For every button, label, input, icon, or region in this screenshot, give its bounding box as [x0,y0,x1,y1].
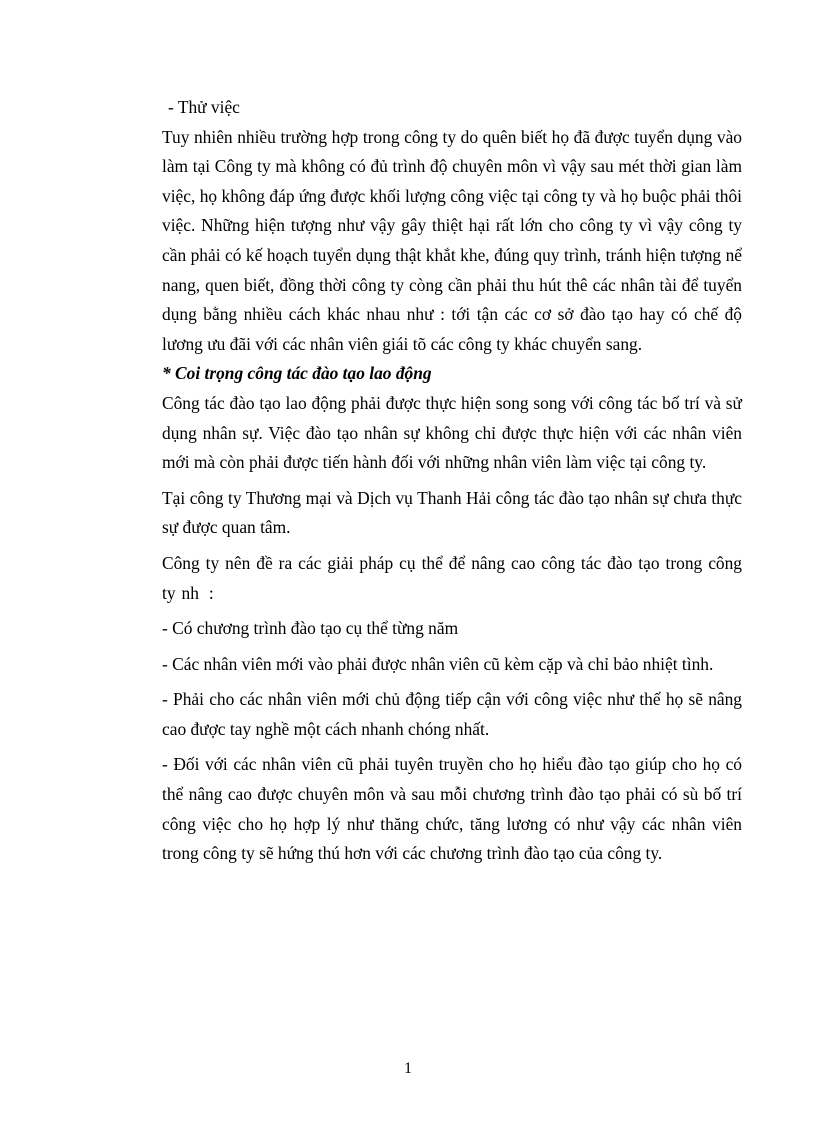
proposed-solutions-text: Công ty nên đề ra các giải pháp cụ thể để nâng cao công tác đào tạo trong công ty [162,552,742,603]
section-heading-training: * Coi trọng công tác đào tạo lao động [162,363,432,384]
document-body [162,93,742,869]
proposed-solutions-colon: : [208,582,214,603]
list-item-annual-program: - Có chương trình đào tạo cụ thể từng năm [162,618,459,639]
list-item-proactive-approach: - Phải cho các nhân viên mới chủ động tiếp cận với công việc như thế họ sẽ nâng cao được tay nghề một cách nhanh chóng nhất. [162,689,742,739]
list-item-existing-staff: - Đối với các nhân viên cũ phải tuyên truyền cho họ hiểu đào tạo giúp cho họ có thể nâng cao được chuyên môn và sau mỗi chương trình đào tạo phải có sù bố trí công việc cho họ hợp lý như thăng chức, tăng lương có như vậy các nhân viên trong công ty sẽ hứng thú hơn với các chương trình đào tạo của công ty. [162,754,742,864]
paragraph-proposed-solutions [162,549,742,608]
list-item-mentoring: - Các nhân viên mới vào phải được nhân viên cũ kèm cặp và chỉ bảo nhiệt tình. [162,653,714,674]
paragraph-recruitment-issues: Tuy nhiên nhiều trường hợp trong công ty do quên biết họ đã được tuyển dụng vào làm tại Công ty mà không có đủ trình độ chuyên môn vì vậy sau mét thời gian làm việc, họ không đáp ứng được khối lượng công việc tại công ty và họ buộc phải thôi việc. Những hiện tượng như vậy gây thiệt hại rất lớn cho công ty vì vậy công ty cần phải có kế hoạch tuyển dụng thật khắt khe, đúng quy trình, tránh hiện tượng nể nang, quen biết, đồng thời công ty còng cần phải thu hút thê các nhân tài để tuyển dụng bằng nhiều cách khác nhau như : tới tận các cơ sở đào tạo hay có chế độ lương ưu đãi với các nhân viên giái tõ các công ty khác chuyển sang. [162,126,742,354]
paragraph-training-parallel: Công tác đào tạo lao động phải được thực hiện song song với công tác bố trí và sử dụng nhân sự. Việc đào tạo nhân sự không chỉ được thực hiện với các nhân viên mới mà còn phải được tiến hành đối với những nhân viên làm việc tại công ty. [162,392,742,473]
paragraph-thanh-hai-company: Tại công ty Thương mại và Dịch vụ Thanh Hải công tác đào tạo nhân sự chưa thực sự được quan tâm. [162,487,742,538]
page-number: 1 [404,1060,412,1077]
proposed-solutions-fragment: nh [181,582,199,603]
paragraph-trial-period: - Thử việc [168,97,240,117]
